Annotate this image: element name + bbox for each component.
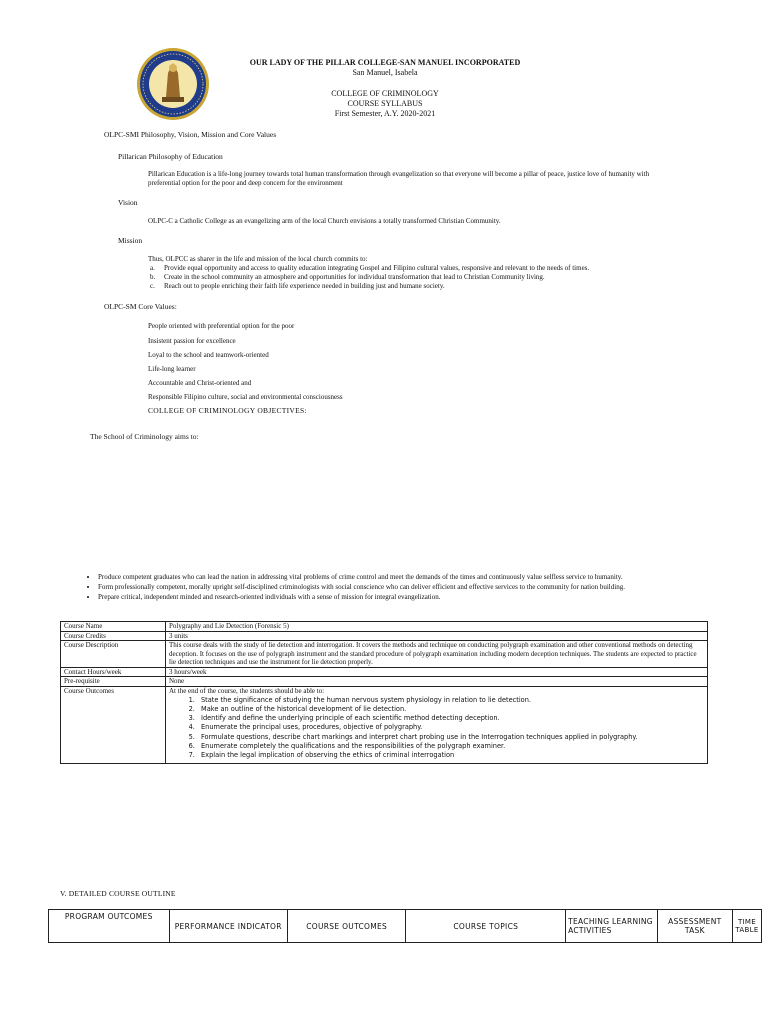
column-header: TIME TABLE: [732, 910, 761, 943]
college-name: COLLEGE OF CRIMINOLOGY: [331, 89, 439, 98]
row-value: This course deals with the study of lie detection and interrogation. It covers the methods and technique on conducting polygraph examination and other conventional methods on detecting deception. It focuses on the use of polygraph instrument and the standard procedure of polygraph examination including modern deception techniques. The students are expected to practice lie detection techniques and use the instrument for lie detection properly.: [166, 641, 708, 668]
philosophy-section-heading: OLPC-SMI Philosophy, Vision, Mission and Core Values: [104, 130, 277, 139]
row-value: 3 units: [166, 631, 708, 641]
institution-address: San Manuel, Isabela: [352, 68, 418, 77]
outcome-item: 6. Enumerate completely the qualifications and the responsibilities of the polygraph examiner.: [197, 742, 704, 751]
row-label: Course Description: [61, 641, 166, 668]
table-header-row: [49, 910, 762, 943]
objectives-list: [80, 573, 710, 603]
school-aims: The School of Criminology aims to:: [90, 432, 199, 441]
outcome-item: 3. Identify and define the underlying principle of each scientific method detecting deception.: [197, 714, 704, 723]
row-label: Course Name: [61, 622, 166, 632]
outcome-item: 5. Formulate questions, describe chart markings and interpret chart probing use in the Interrogation techniques applied in polygraphy.: [197, 733, 704, 742]
mission-list: [148, 264, 668, 291]
mission-item: a. Provide equal opportunity and access to quality education integrating Gospel and Filipino cultural values, responsive and relevant to the needs of times.: [150, 264, 590, 272]
objective-item: • Form professionally competent, morally upright self-disciplined criminologists with social conscience who can deliver efficient and effective services to the community for nation building.: [98, 583, 710, 592]
row-value: Polygraphy and Lie Detection (Forensic 5): [166, 622, 708, 632]
objectives-heading: COLLEGE OF CRIMINOLOGY OBJECTIVES:: [148, 406, 307, 415]
course-info-table: [60, 621, 708, 764]
column-header: ASSESSMENT TASK: [657, 910, 732, 943]
column-header: PERFORMANCE INDICATOR: [169, 910, 287, 943]
table-row: [61, 641, 708, 668]
table-row: [61, 622, 708, 632]
outcomes-list: [169, 696, 704, 761]
outcome-item: 1. State the significance of studying the human nervous system physiology in relation to lie detection.: [197, 696, 704, 705]
objective-item: • Produce competent graduates who can lead the nation in addressing vital problems of crime control and meet the demands of the times and continuously value selfless service to humanity.: [98, 573, 710, 582]
vision-label: Vision: [118, 198, 138, 207]
row-value: None: [166, 677, 708, 687]
table-row: [61, 686, 708, 763]
row-value: 3 hours/week: [166, 667, 708, 677]
outcomes-intro: At the end of the course, the students should be able to:: [169, 686, 325, 695]
outcome-item: 7. Explain the legal implication of observing the ethics of criminal interrogation: [197, 751, 704, 760]
core-value-item: Loyal to the school and teamwork-oriented: [148, 351, 269, 359]
outcome-item: 4. Enumerate the principal uses, procedures, objective of polygraphy.: [197, 723, 704, 732]
detailed-outline-table: [48, 909, 762, 943]
row-label: Contact Hours/week: [61, 667, 166, 677]
column-header: COURSE TOPICS: [406, 910, 566, 943]
document-type: COURSE SYLLABUS: [347, 99, 423, 108]
column-header: COURSE OUTCOMES: [287, 910, 405, 943]
core-value-item: Life-long learner: [148, 365, 196, 373]
row-label: Pre-requisite: [61, 677, 166, 687]
mission-item: c. Reach out to people enriching their faith life experience needed in building just and humane society.: [150, 282, 445, 290]
mission-label: Mission: [118, 236, 143, 245]
column-header: PROGRAM OUTCOMES: [49, 910, 170, 943]
row-label: Course Outcomes: [61, 686, 166, 763]
table-row: [61, 631, 708, 641]
core-value-item: Responsible Filipino culture, social and environmental consciousness: [148, 393, 343, 401]
core-value-item: Accountable and Christ-oriented and: [148, 379, 252, 387]
table-row: [61, 677, 708, 687]
core-values-heading: OLPC-SM Core Values:: [104, 302, 177, 311]
core-value-item: People oriented with preferential option for the poor: [148, 322, 295, 330]
table-row: [61, 667, 708, 677]
core-value-item: Insistent passion for excellence: [148, 337, 236, 345]
mission-item: b. Create in the school community an atmosphere and opportunities for individual transformation that lead to Christian Community living.: [150, 273, 545, 281]
vision-text: OLPC-C a Catholic College as an evangelizing arm of the local Church envisions a totally transformed Christian Community.: [148, 217, 501, 225]
mission-block: [148, 255, 668, 291]
philosophy-label: Pillarican Philosophy of Education: [118, 152, 223, 161]
objective-item: • Prepare critical, independent minded and research-oriented individuals with a sense of mission for integral evangelization.: [98, 593, 710, 602]
mission-intro: Thus, OLPCC as sharer in the life and mission of the local church commits to:: [148, 255, 368, 263]
course-outcomes-cell: [166, 686, 708, 763]
detailed-outline-heading: V. DETAILED COURSE OUTLINE: [60, 889, 176, 898]
outcome-item: 2. Make an outline of the historical development of lie detection.: [197, 705, 704, 714]
philosophy-text: Pillarican Education is a life-long journey towards total human transformation through evangelization so that everyone will become a pillar of peace, justice love of humanity with preferential option for the poor and deep concern for the environment: [148, 170, 650, 187]
row-label: Course Credits: [61, 631, 166, 641]
column-header: TEACHING LEARNING ACTIVITIES: [566, 910, 658, 943]
academic-term: First Semester, A.Y. 2020-2021: [334, 109, 436, 118]
institution-name: OUR LADY OF THE PILLAR COLLEGE-SAN MANUEL INCORPORATED: [249, 58, 521, 67]
